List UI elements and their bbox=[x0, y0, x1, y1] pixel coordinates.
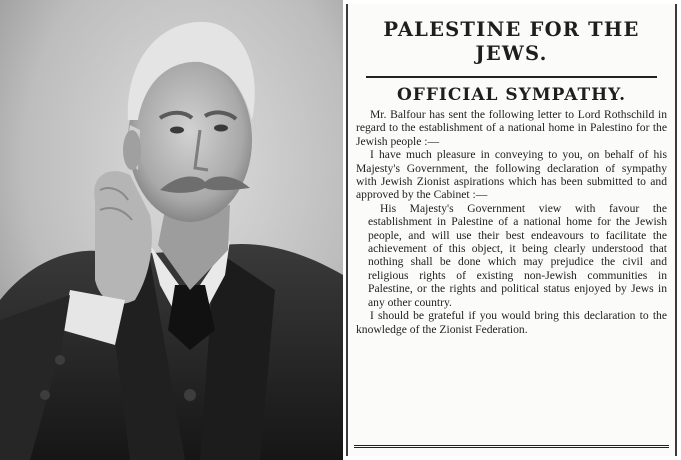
paragraph-intro: Mr. Balfour has sent the following letter to Lord Rothschild in regard to the establishment of a national home in Palestino for the Jewish people :— bbox=[356, 108, 667, 148]
paragraph-letter-opening: I have much pleasure in conveying to you, on behalf of his Majesty's Government, the following declaration of sympathy with Jewish Zionist aspirations which has been submitted to and approved by the Cabinet :— bbox=[356, 148, 667, 202]
newspaper-clipping bbox=[346, 4, 677, 456]
headline-line-1: PALESTINE FOR THE bbox=[383, 18, 640, 41]
bottom-divider bbox=[354, 445, 669, 448]
article-body bbox=[356, 108, 667, 336]
paragraph-closing: I should be grateful if you would bring this declaration to the knowledge of the Zionist Federation. bbox=[356, 309, 667, 336]
headline-divider bbox=[366, 76, 657, 78]
headline-line-2: JEWS. bbox=[475, 42, 548, 65]
paragraph-declaration: His Majesty's Government view with favour the establishment in Palestine of a national home for the Jewish people, and will use their best endeavours to facilitate the achievement of this object, it being clearly understood that nothing shall be done which may prejudice the civil and religious rights of existing non-Jewish communities in Palestine, or the rights and political status enjoyed by Jews in any other country. bbox=[368, 201, 667, 309]
headline bbox=[352, 18, 671, 66]
subheading: OFFICIAL SYMPATHY. bbox=[396, 85, 627, 105]
